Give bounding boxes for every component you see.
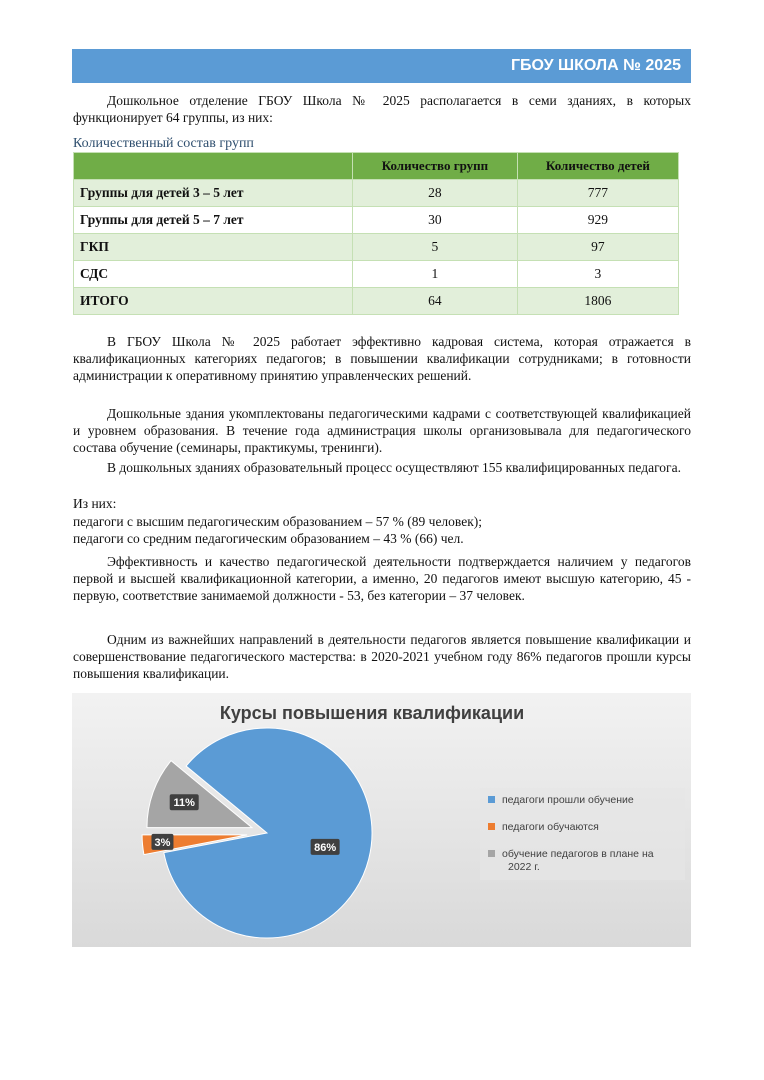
school-title: ГБОУ ШКОЛА № 2025 (510, 57, 681, 74)
intro-paragraph: Дошкольное отделение ГБОУ Школа № 2025 располагается в семи зданиях, в которых функционирует 64 группы, из них: (73, 93, 691, 125)
pie-slice (164, 728, 372, 938)
legend-swatch (488, 850, 495, 857)
column-header-groups: Количество групп (353, 153, 518, 180)
column-header-children: Количество детей (517, 153, 678, 180)
pie-chart (72, 693, 691, 947)
qualification-paragraph: Дошкольные здания укомплектованы педагогическими кадрами с соответствующей квалификацией и уровнем образования. В течение года администрация школы организовывала для педагогического состава обучение (семинары, практикумы, тренинги). (73, 406, 691, 455)
legend-label: педагоги прошли обучение (502, 794, 634, 806)
higher-education-line: педагоги с высшим педагогическим образованием – 57 % (89 человек); (73, 514, 483, 529)
chart-title: Курсы повышения квалификации (219, 703, 525, 723)
row-label: Группы для детей 5 – 7 лет (74, 207, 353, 234)
table-row-total (74, 288, 679, 315)
header-bar (72, 49, 691, 83)
row-label: ГКП (74, 234, 353, 261)
children-count: 1806 (517, 288, 678, 315)
legend-label: обучение педагогов в плане на 2022 г. (502, 848, 654, 873)
table-row (74, 234, 679, 261)
secondary-education-line: педагоги со средним педагогическим образованием – 43 % (66) чел. (73, 531, 464, 546)
row-label: Группы для детей 3 – 5 лет (74, 180, 353, 207)
data-label: 3% (154, 836, 171, 849)
pie-slices (142, 728, 372, 938)
groups-count: 30 (353, 207, 518, 234)
teachers-count-paragraph: В дошкольных зданиях образовательный процесс осуществляют 155 квалифицированных педагога. (107, 460, 681, 475)
data-label: 86% (314, 841, 337, 854)
column-header (74, 153, 353, 180)
staff-system-paragraph: В ГБОУ Школа № 2025 работает эффективно кадровая система, которая отражается в квалификационных категориях педагогов; в повышении квалификации сотрудниками; в готовности администрации к оперативному принятию управленческих решений. (73, 334, 691, 383)
data-label: 11% (173, 797, 195, 810)
children-count: 929 (517, 207, 678, 234)
groups-count: 64 (353, 288, 518, 315)
of-them-line: Из них: (73, 496, 117, 511)
groups-count: 1 (353, 261, 518, 288)
table-row (74, 261, 679, 288)
pie-chart-svg (72, 693, 691, 947)
table-header-row (74, 153, 679, 180)
children-count: 97 (517, 234, 678, 261)
children-count: 3 (517, 261, 678, 288)
table-caption: Количественный состав групп (73, 136, 254, 151)
table-row (74, 207, 679, 234)
chart-legend (480, 788, 685, 880)
legend-swatch (488, 796, 495, 803)
courses-paragraph: Одним из важнейших направлений в деятельности педагогов является повышение квалификации и совершенствование педагогического мастерства: в 2020-2021 учебном году 86% педагогов прошли курсы повышения квалификации. (73, 632, 691, 681)
legend-label: педагоги обучаются (502, 821, 599, 833)
groups-table (73, 152, 679, 315)
categories-paragraph: Эффективность и качество педагогической деятельности подтверждается наличием у педагогов первой и высшей квалификационной категории, а именно, 20 педагогов имеют высшую категорию, 45 - первую, соответствие занимаемой должности - 53, без категории – 37 человек. (73, 554, 691, 603)
table-row (74, 180, 679, 207)
legend-swatch (488, 823, 495, 830)
groups-count: 5 (353, 234, 518, 261)
children-count: 777 (517, 180, 678, 207)
groups-count: 28 (353, 180, 518, 207)
row-label: СДС (74, 261, 353, 288)
row-label: ИТОГО (74, 288, 353, 315)
